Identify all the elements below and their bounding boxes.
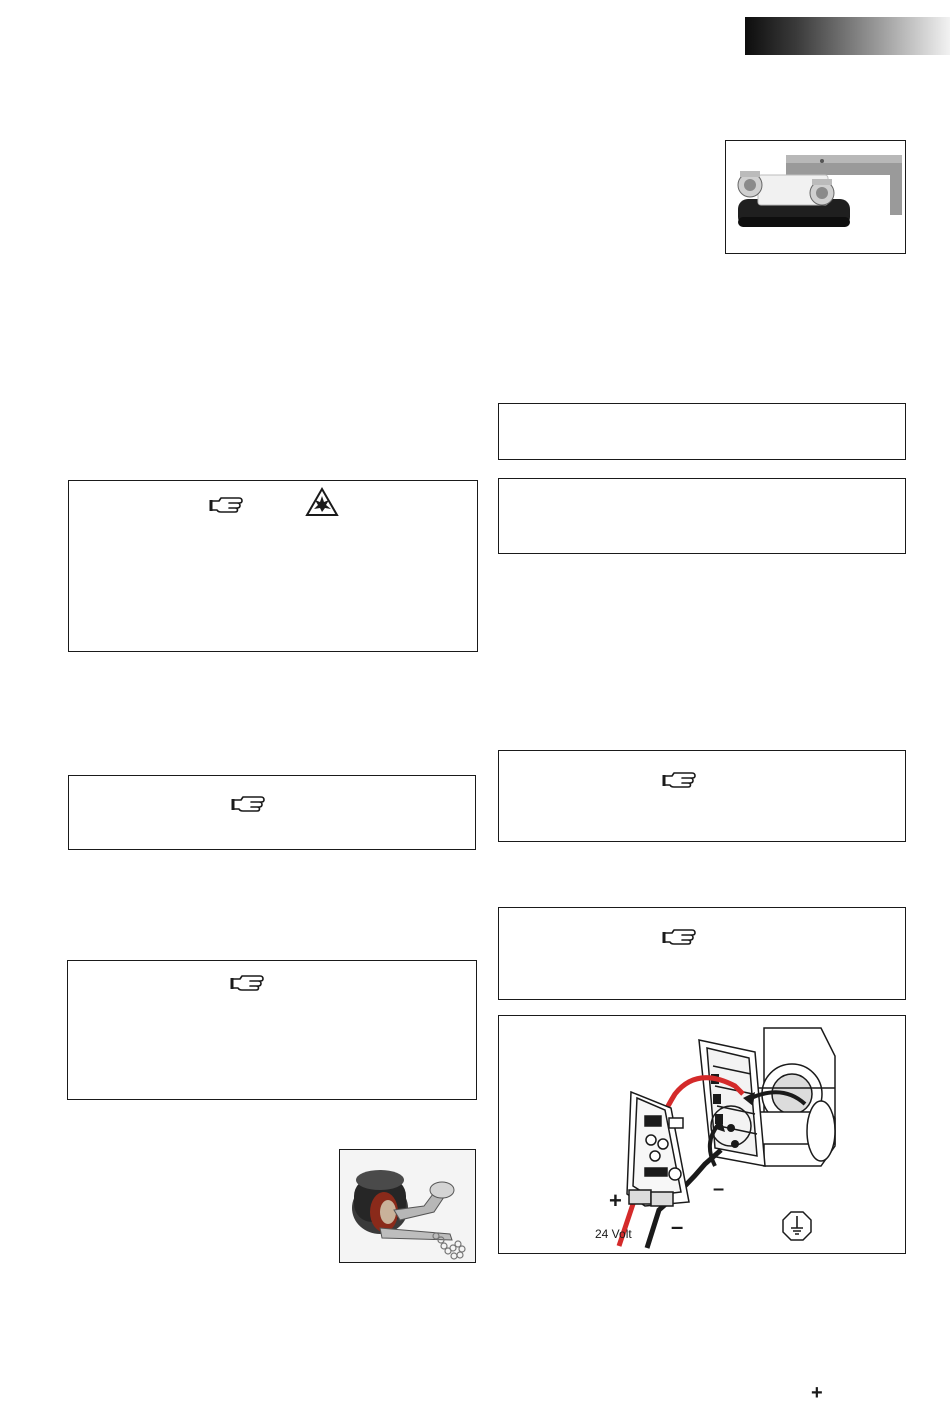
minus-label-cable: –: [671, 1214, 684, 1239]
warning-box-explosion: [68, 480, 478, 652]
ground-symbol-icon: [783, 1212, 811, 1240]
note-box-4: [498, 907, 906, 1000]
plus-label-motor: +: [811, 1382, 823, 1404]
note-box-1: [68, 775, 476, 850]
info-box-2: [498, 478, 906, 554]
plus-label-cable: +: [609, 1188, 622, 1213]
info-box-1: [498, 403, 906, 460]
pointing-hand-icon: [662, 925, 696, 947]
pointing-hand-icon: [230, 971, 264, 993]
pointing-hand-icon: [231, 792, 265, 814]
wiring-diagram: [498, 1015, 906, 1404]
minus-label-motor: –: [713, 1178, 725, 1200]
voltage-label: 24 Volt: [595, 1227, 632, 1241]
note-box-3: [498, 750, 906, 842]
explosion-hazard-icon: [305, 487, 339, 517]
battery-switch-photo: [339, 1149, 476, 1263]
fuse-holder-photo: [725, 140, 906, 254]
pointing-hand-icon: [662, 768, 696, 790]
pointing-hand-icon: [209, 493, 243, 515]
header-tab-bar: [745, 17, 950, 55]
note-box-2: [67, 960, 477, 1100]
